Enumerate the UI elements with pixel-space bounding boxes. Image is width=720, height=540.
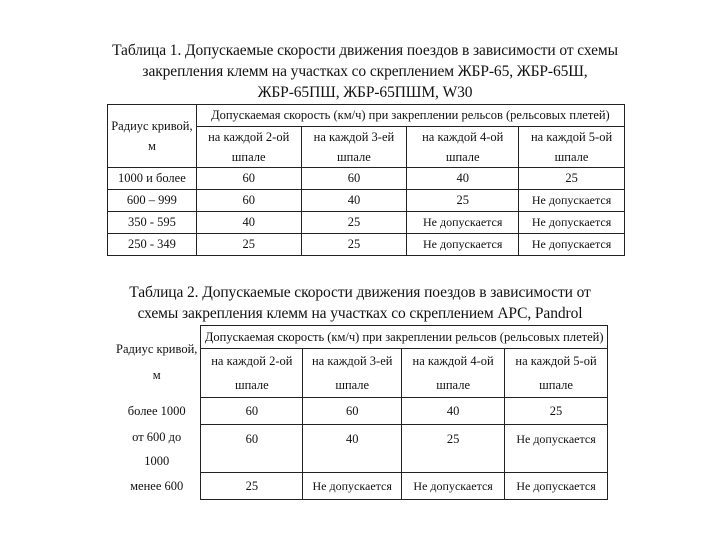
- column-header: на каждой 3-ей шпале: [301, 127, 407, 168]
- speed-header: Допускаемая скорость (км/ч) при закреплении рельсов (рельсовых плетей): [201, 326, 608, 349]
- speed-cell: 40: [402, 398, 505, 425]
- speed-header: Допускаемая скорость (км/ч) при закреплении рельсов (рельсовых плетей): [196, 105, 624, 127]
- table-row: [108, 212, 625, 234]
- speed-cell: 40: [196, 212, 301, 234]
- speed-table-2: [113, 325, 608, 500]
- speed-table-1: [107, 104, 625, 256]
- speed-cell: Не допускается: [519, 234, 625, 256]
- speed-cell: Не допускается: [519, 212, 625, 234]
- table-row: [113, 398, 608, 425]
- speed-cell: 60: [201, 425, 303, 473]
- speed-cell: 25: [301, 234, 407, 256]
- speed-cell: 60: [303, 398, 402, 425]
- speed-cell: 60: [196, 190, 301, 212]
- speed-cell: Не допускается: [303, 473, 402, 500]
- speed-cell: 25: [505, 398, 608, 425]
- table2-caption: Таблица 2. Допускаемые скорости движения поездов в зависимости от схемы закрепления клемм на участках со скреплением АРС, Pandrol: [129, 284, 591, 322]
- column-header: на каждой 2-ой шпале: [201, 349, 303, 398]
- radius-cell: более 1000: [127, 404, 186, 418]
- speed-cell: 25: [407, 190, 519, 212]
- speed-cell: Не допускается: [407, 234, 519, 256]
- column-header: на каждой 5-ой шпале: [505, 349, 608, 398]
- speed-cell: Не допускается: [505, 425, 608, 473]
- speed-cell: 60: [201, 398, 303, 425]
- radius-cell: менее 600: [130, 479, 184, 493]
- table-row: [108, 190, 625, 212]
- speed-cell: 25: [301, 212, 407, 234]
- table-row: [108, 234, 625, 256]
- speed-cell: 60: [196, 168, 301, 190]
- radius-cell: 1000 и более: [108, 168, 197, 190]
- table-row: [113, 473, 608, 500]
- column-header: на каждой 2-ой шпале: [196, 127, 301, 168]
- radius-cell: 350 - 595: [108, 212, 197, 234]
- table1-caption: Таблица 1. Допускаемые скорости движения поездов в зависимости от схемы закрепления клемм на участках со скреплением ЖБР-65, ЖБР-65Ш, ЖБР-65ПШ, ЖБР-65ПШМ, W30: [112, 42, 618, 101]
- radius-cell: 250 - 349: [108, 234, 197, 256]
- speed-cell: 25: [519, 168, 625, 190]
- column-header: на каждой 5-ой шпале: [519, 127, 625, 168]
- table-row: [108, 168, 625, 190]
- speed-cell: 40: [407, 168, 519, 190]
- radius-header: Радиус кривой, м: [116, 341, 198, 382]
- speed-cell: 60: [301, 168, 407, 190]
- radius-cell: от 600 до 1000: [132, 429, 182, 468]
- speed-cell: Не допускается: [402, 473, 505, 500]
- speed-cell: 40: [301, 190, 407, 212]
- speed-cell: Не допускается: [519, 190, 625, 212]
- speed-cell: Не допускается: [407, 212, 519, 234]
- speed-cell: Не допускается: [505, 473, 608, 500]
- radius-header: Радиус кривой, м: [108, 105, 197, 168]
- column-header: на каждой 4-ой шпале: [407, 127, 519, 168]
- speed-cell: 40: [303, 425, 402, 473]
- table-row: [113, 425, 608, 473]
- radius-cell: 600 – 999: [108, 190, 197, 212]
- speed-cell: 25: [402, 425, 505, 473]
- speed-cell: 25: [201, 473, 303, 500]
- column-header: на каждой 4-ой шпале: [402, 349, 505, 398]
- column-header: на каждой 3-ей шпале: [303, 349, 402, 398]
- speed-cell: 25: [196, 234, 301, 256]
